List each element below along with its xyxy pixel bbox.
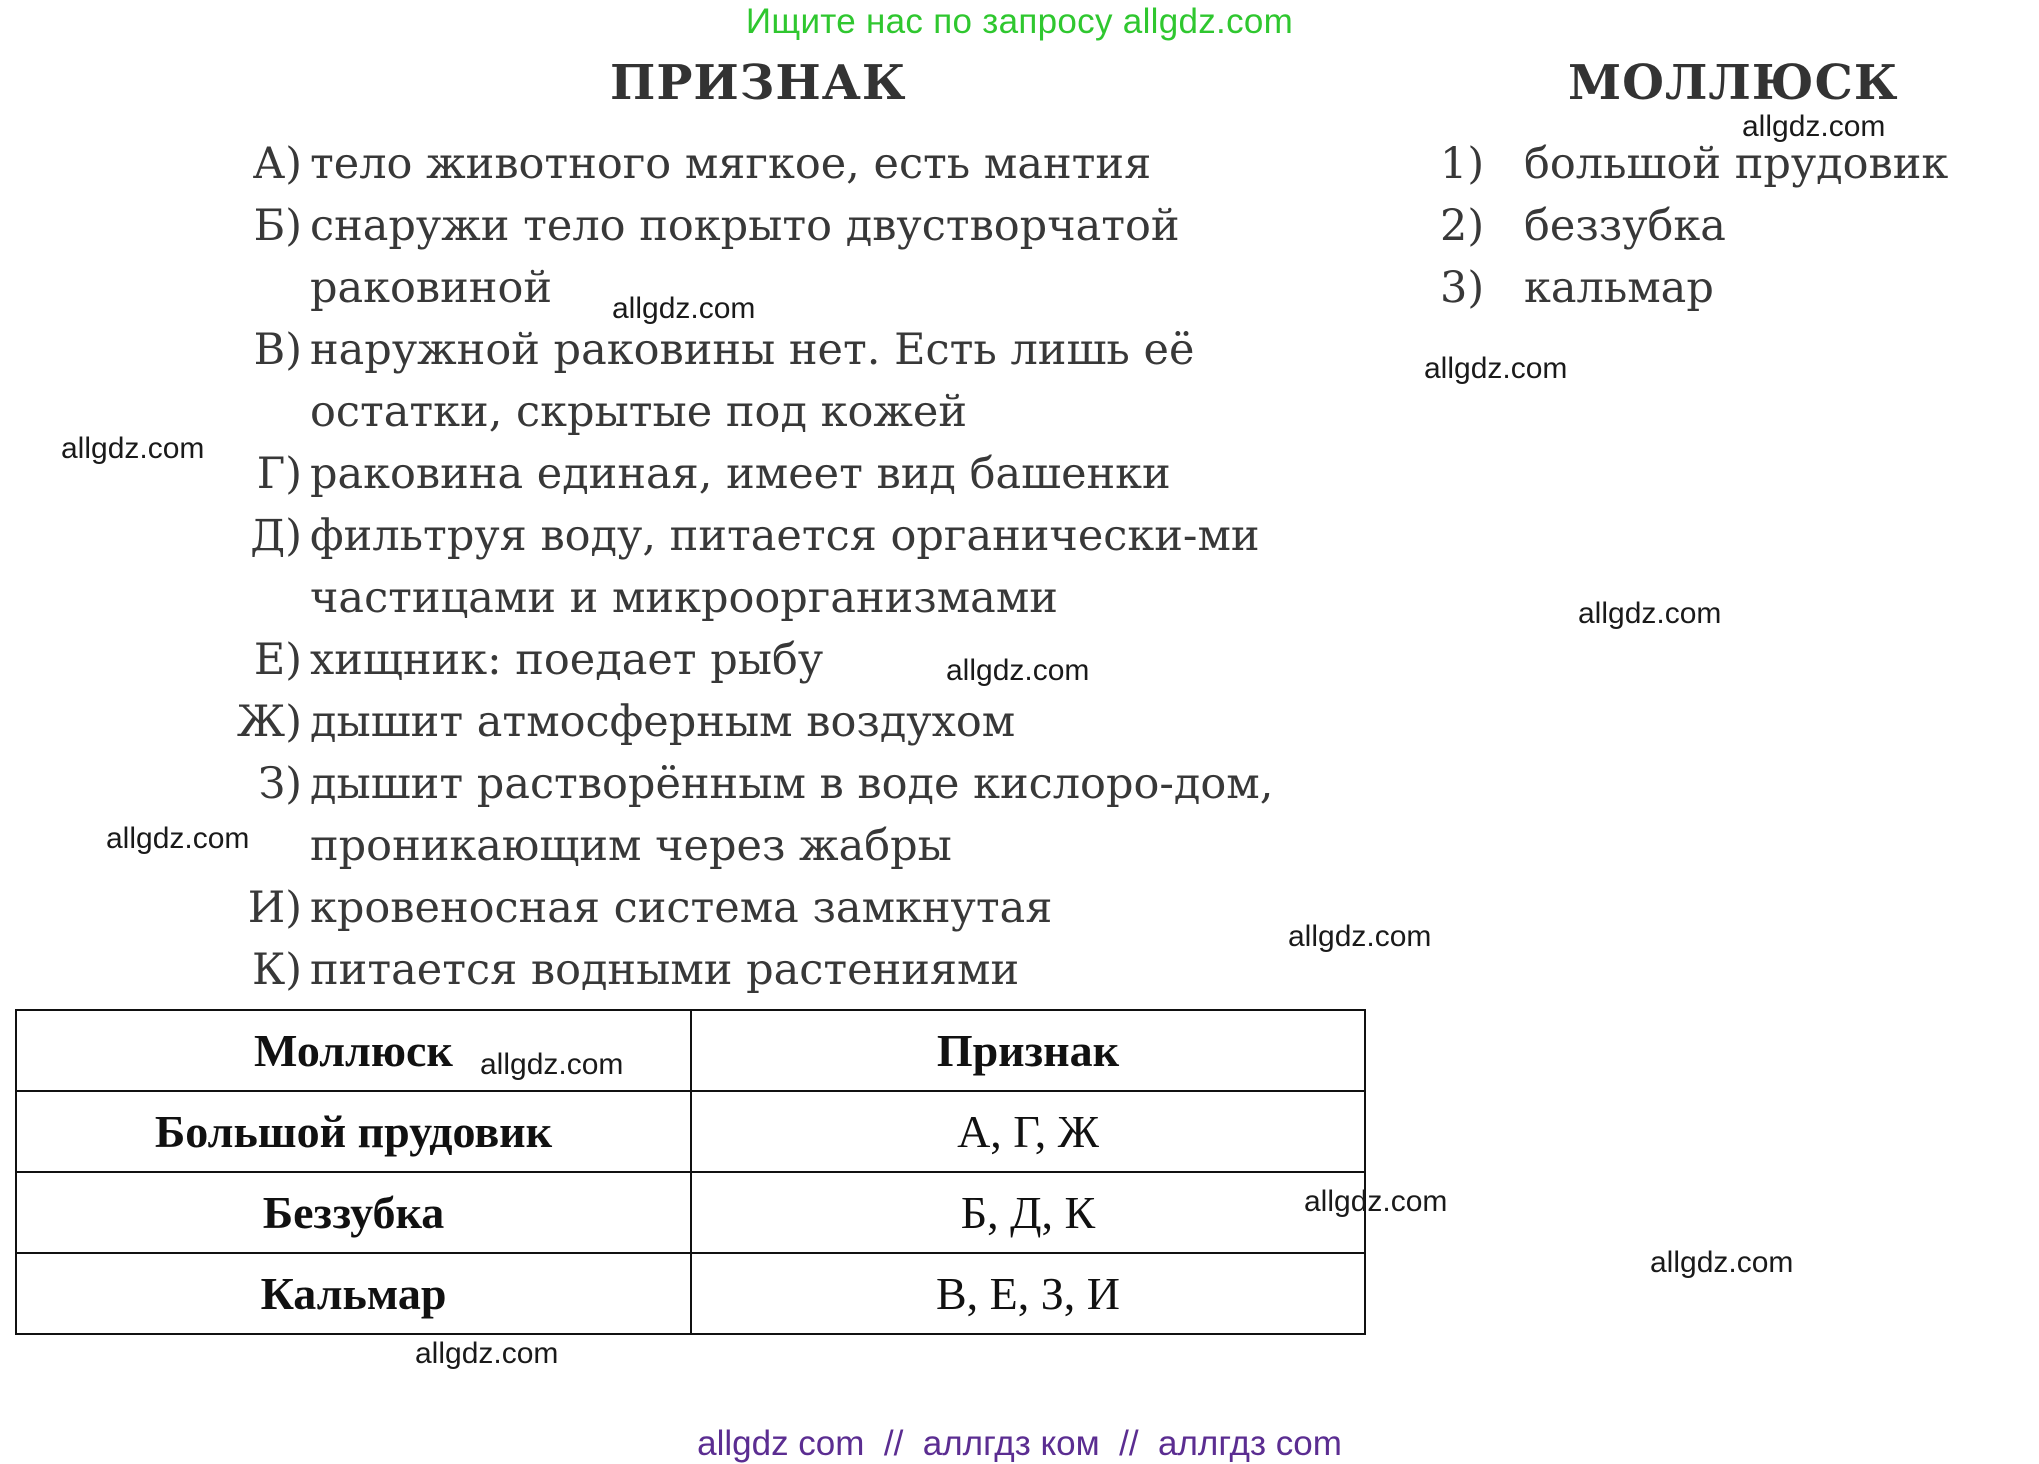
list-item — [1440, 257, 1948, 319]
sign-text: дышит растворённым в воде кислоро-дом, проникающим через жабры — [310, 759, 1274, 871]
sign-letter: Ж) — [236, 697, 302, 747]
table-cell-signs: А, Г, Ж — [691, 1091, 1365, 1172]
table-cell-mollusk: Большой прудовик — [16, 1091, 691, 1172]
sign-heading: ПРИЗНАК — [610, 55, 907, 111]
list-item — [200, 629, 1330, 691]
list-item — [200, 505, 1330, 629]
sign-letter: К) — [251, 945, 302, 995]
sign-text: питается водными растениями — [310, 945, 1020, 995]
mollusk-number: 3) — [1440, 263, 1485, 313]
watermark: allgdz.com — [612, 292, 756, 325]
sign-text: снаружи тело покрыто двустворчатой раковиной — [310, 201, 1180, 313]
sign-text: кровеносная система замкнутая — [310, 883, 1053, 933]
list-item — [200, 133, 1330, 195]
sign-text: хищник: поедает рыбу — [310, 635, 824, 685]
table-header-sign: Признак — [691, 1010, 1365, 1091]
table-cell-mollusk: Беззубка — [16, 1172, 691, 1253]
mollusk-number: 1) — [1440, 139, 1485, 189]
mollusk-name: беззубка — [1524, 201, 1726, 251]
sign-letter: Е) — [253, 635, 302, 685]
watermark: allgdz.com — [1424, 352, 1568, 385]
sign-text: фильтруя воду, питается органически-ми частицами и микроорганизмами — [310, 511, 1260, 623]
watermark: allgdz.com — [480, 1048, 624, 1081]
list-item — [200, 691, 1330, 753]
mollusk-heading: МОЛЛЮСК — [1568, 55, 1899, 111]
sign-letter: А) — [252, 139, 302, 189]
sign-text: тело животного мягкое, есть мантия — [310, 139, 1152, 189]
mollusk-name: кальмар — [1524, 263, 1714, 313]
top-banner: Ищите нас по запросу allgdz.com — [745, 2, 1294, 41]
watermark: allgdz.com — [1650, 1246, 1794, 1279]
sign-list — [200, 133, 1330, 1001]
list-item — [200, 939, 1330, 1001]
sign-letter: Б) — [253, 201, 302, 251]
watermark: allgdz.com — [1288, 920, 1432, 953]
sign-letter: Д) — [250, 511, 302, 561]
watermark: allgdz.com — [1578, 597, 1722, 630]
table-header-mollusk: Моллюск — [16, 1010, 691, 1091]
sign-text: дышит атмосферным воздухом — [310, 697, 1016, 747]
list-item — [1440, 195, 1948, 257]
watermark: allgdz.com — [946, 654, 1090, 687]
table-row — [16, 1091, 1365, 1172]
list-item — [200, 195, 1330, 319]
mollusk-name: большой прудовик — [1524, 139, 1949, 189]
sign-letter: З) — [258, 759, 302, 809]
watermark: allgdz.com — [415, 1337, 559, 1370]
table-cell-signs: В, Е, З, И — [691, 1253, 1365, 1334]
table-cell-signs: Б, Д, К — [691, 1172, 1365, 1253]
table-header-row — [16, 1010, 1365, 1091]
watermark: allgdz.com — [106, 822, 250, 855]
sign-text: наружной раковины нет. Есть лишь её остатки, скрытые под кожей — [310, 325, 1195, 437]
table-cell-mollusk: Кальмар — [16, 1253, 691, 1334]
list-item — [200, 319, 1330, 443]
watermark: allgdz.com — [1304, 1185, 1448, 1218]
sign-letter: Г) — [256, 449, 302, 499]
sign-letter: И) — [247, 883, 302, 933]
mollusk-list — [1440, 133, 1948, 319]
sign-text: раковина единая, имеет вид башенки — [310, 449, 1171, 499]
table-row — [16, 1172, 1365, 1253]
answer-table — [15, 1009, 1366, 1335]
list-item — [200, 443, 1330, 505]
list-item — [200, 877, 1330, 939]
watermark: allgdz.com — [61, 432, 205, 465]
mollusk-number: 2) — [1440, 201, 1485, 251]
list-item — [200, 753, 1330, 877]
bottom-banner: allgdz com // аллгдз ком // аллгдз com — [697, 1424, 1342, 1463]
watermark: allgdz.com — [1742, 110, 1886, 143]
sign-letter: В) — [253, 325, 302, 375]
table-row — [16, 1253, 1365, 1334]
